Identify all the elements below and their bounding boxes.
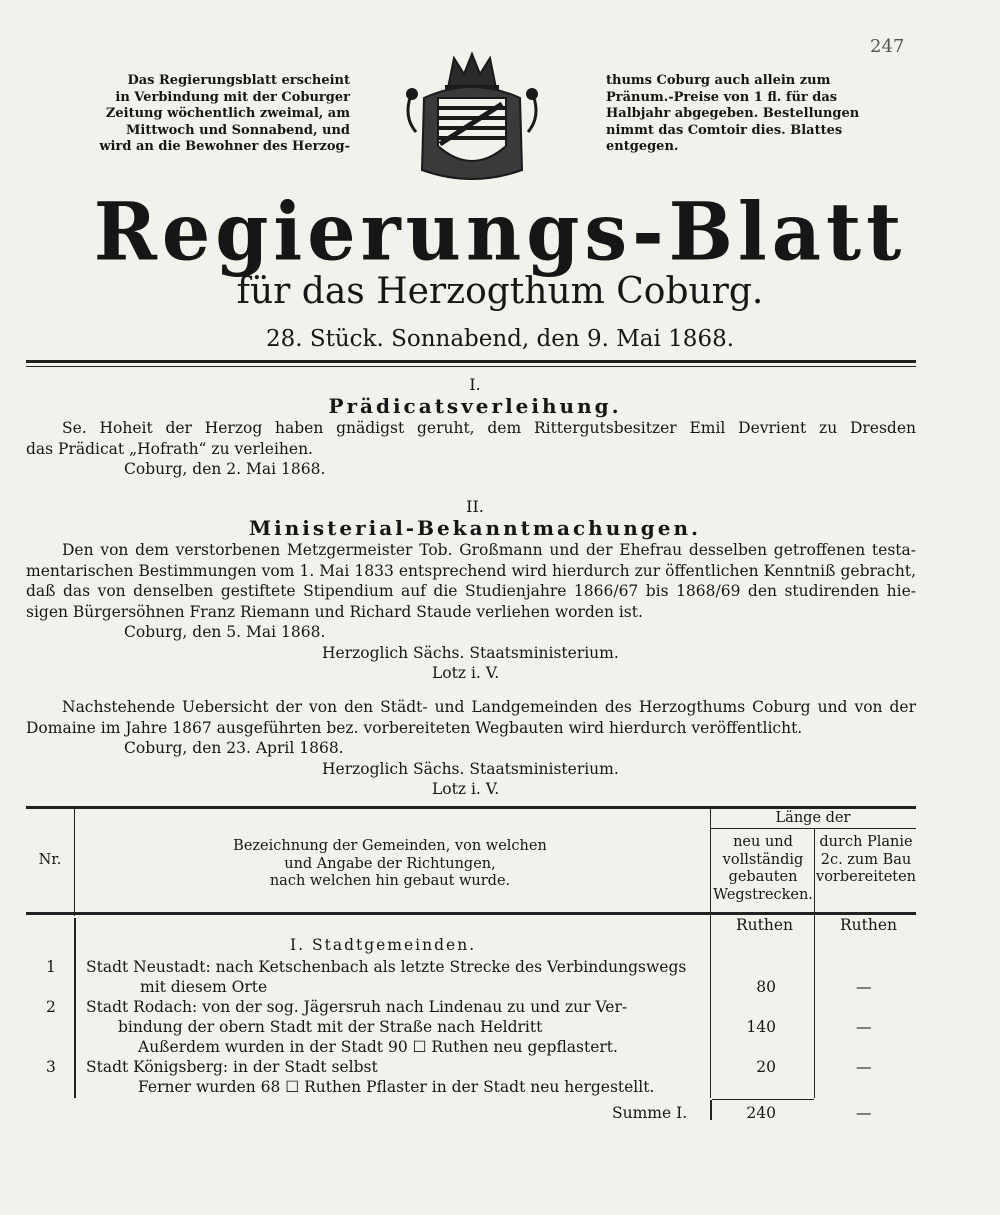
- divider: [26, 366, 916, 367]
- unit-label: Ruthen: [736, 916, 794, 934]
- masthead-title: Regierungs-Blatt: [93, 184, 907, 279]
- column-header-description: Bezeichnung der Gemeinden, von welchen und Angabe der Richtungen, nach welchen hin gebaut wurde.: [233, 838, 547, 889]
- publication-info-left: Das Regierungsblatt erscheint in Verbindung mit der Coburger Zeitung wöchentlich zweimal, am Mittwoch und Sonnabend, und wird an die Bewohner des Herzog-: [99, 73, 350, 154]
- page-number: 247: [870, 36, 905, 57]
- row-description: mit diesem Orte: [140, 978, 268, 996]
- row-description: Stadt Rodach: von der sog. Jägersruh nach Lindenau zu und zur Ver-: [86, 998, 628, 1016]
- column-divider: [74, 806, 75, 916]
- place-date: Coburg, den 2. Mai 1868.: [124, 460, 326, 478]
- signature: Lotz i. V.: [432, 664, 500, 682]
- place-date: Coburg, den 5. Mai 1868.: [124, 623, 326, 641]
- row-number: 1: [46, 958, 56, 976]
- row-value-built: 20: [756, 1058, 776, 1076]
- sum-rule: [712, 1099, 814, 1100]
- masthead-subtitle: für das Herzogthum Coburg.: [236, 271, 764, 312]
- section-title: Ministerial-Bekanntmachungen.: [249, 516, 701, 540]
- column-header-nr: Nr.: [38, 852, 62, 868]
- row-number: 3: [46, 1058, 56, 1076]
- paragraph: Nachstehende Uebersicht der von den Städt- und Landgemeinden des Herzogthums Coburg und von der Domaine im Jahre 1867 ausgeführten bez. vorbereiteten Wegbauten wird hierdurch veröffentlicht. Coburg, den 23. April 1868. Herzoglich Sächs. Staatsministerium. Lotz i. V.: [26, 698, 916, 798]
- section-numeral: I.: [469, 375, 481, 394]
- paragraph: Den von dem verstorbenen Metzgermeister Tob. Großmann und der Ehefrau desselben getroffenen testa- mentarischen Bestimmungen vom 1. Mai 1833 entsprechend wird hierdurch zur öffentlichen Kenntniß gebracht, daß das von denselben gestiftete Stipendium auf die Studienjahre 1866/67 bis 1868/69 den studirenden hie- sigen Bürgersöhnen Franz Riemann und Richard Staude verliehen worden ist. Coburg, den 5. Mai 1868. Herzoglich Sächs. Staatsministerium. Lotz i. V.: [26, 541, 916, 682]
- column-header-new-built: neu und vollständig gebauten Wegstrecken.: [713, 834, 813, 903]
- sum-label: Summe I.: [612, 1104, 688, 1122]
- signature: Lotz i. V.: [432, 780, 500, 798]
- row-value-prepared: —: [856, 978, 872, 996]
- row-value-built: 80: [756, 978, 776, 996]
- ministry: Herzoglich Sächs. Staatsministerium.: [322, 759, 619, 778]
- sum-value-built: 240: [746, 1104, 776, 1122]
- row-value-prepared: —: [856, 1058, 872, 1076]
- column-header-prepared: durch Planie 2c. zum Bau vorbereiteten: [816, 834, 917, 885]
- publication-info-right: thums Coburg auch allein zum Pränum.-Preise von 1 fl. für das Halbjahr abgegeben. Bestellungen nimmt das Comtoir dies. Blattes entgegen.: [606, 73, 860, 154]
- paragraph: Se. Hoheit der Herzog haben gnädigst geruht, dem Rittergutsbesitzer Emil Devrient zu Dresden das Prädicat „Hofrath“ zu verleihen. Coburg, den 2. Mai 1868.: [26, 419, 916, 478]
- group-heading: I. Stadtgemeinden.: [290, 936, 477, 954]
- ministry: Herzoglich Sächs. Staatsministerium.: [322, 643, 619, 662]
- column-divider: [74, 918, 76, 1098]
- ducal-coat-of-arms-icon: [402, 48, 542, 190]
- row-description: Ferner wurden 68 ☐ Ruthen Pflaster in der Stadt neu hergestellt.: [138, 1078, 655, 1096]
- length-header-rule: [710, 828, 916, 829]
- row-description: Stadt Neustadt: nach Ketschenbach als letzte Strecke des Verbindungswegs: [86, 958, 687, 976]
- column-divider: [814, 828, 815, 1098]
- divider: [26, 360, 916, 363]
- table-top-rule: [26, 806, 916, 809]
- place-date: Coburg, den 23. April 1868.: [124, 739, 344, 757]
- row-description: Außerdem wurden in der Stadt 90 ☐ Ruthen neu gepflastert.: [138, 1038, 618, 1056]
- row-number: 2: [46, 998, 56, 1016]
- column-header-length: Länge der: [775, 810, 851, 826]
- row-description: bindung der obern Stadt mit der Straße nach Heldritt: [118, 1018, 543, 1036]
- section-title: Prädicatsverleihung.: [328, 394, 622, 418]
- column-divider: [710, 806, 711, 1098]
- sum-value-prepared: —: [856, 1104, 872, 1122]
- unit-label: Ruthen: [840, 916, 898, 934]
- section-numeral: II.: [466, 497, 484, 516]
- row-description: Stadt Königsberg: in der Stadt selbst: [86, 1058, 378, 1076]
- row-value-built: 140: [746, 1018, 776, 1036]
- issue-line: 28. Stück. Sonnabend, den 9. Mai 1868.: [265, 326, 735, 352]
- row-value-prepared: —: [856, 1018, 872, 1036]
